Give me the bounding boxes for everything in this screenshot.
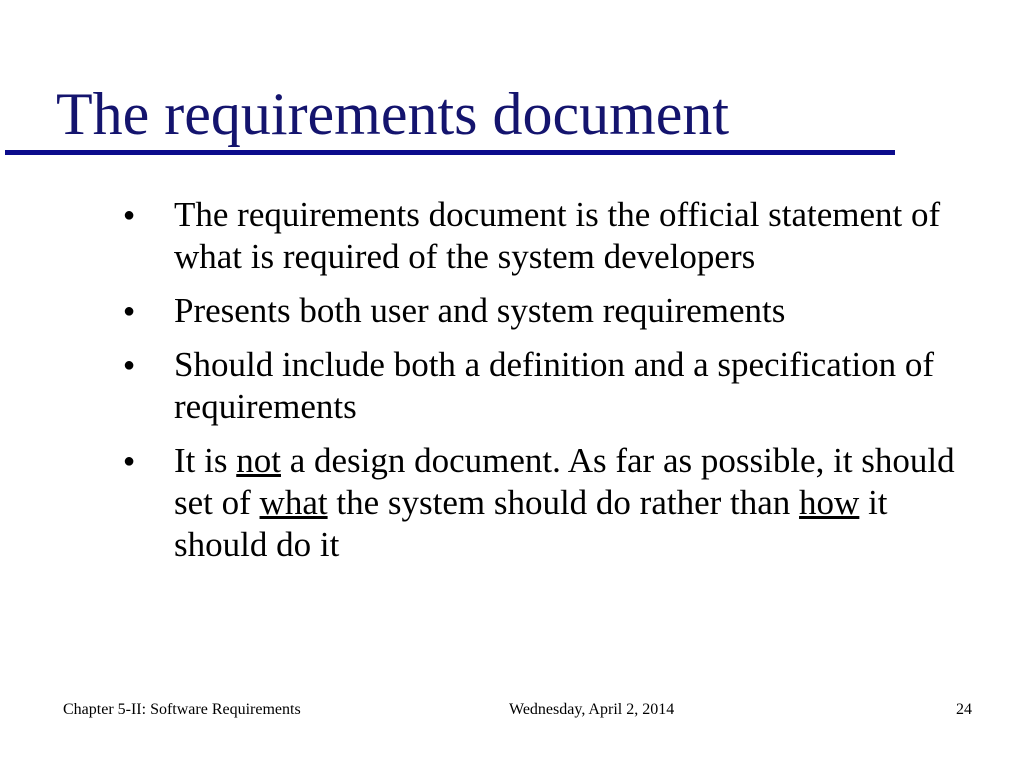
emphasis-underlined-text: what — [259, 483, 328, 522]
footer-chapter: Chapter 5-II: Software Requirements — [63, 701, 301, 718]
bullet-item — [120, 344, 970, 428]
slide-title: The requirements document — [56, 81, 730, 147]
footer-date: Wednesday, April 2, 2014 — [509, 701, 675, 718]
bullet-text-segment: The requirements document is the official statement of what is required of the system developers — [174, 195, 941, 276]
bullet-text-segment: the system should do rather than — [327, 483, 800, 522]
bullet-list — [120, 194, 970, 578]
footer-page-number: 24 — [956, 701, 972, 718]
bullet-text-segment: Presents both user and system requirements — [174, 291, 786, 330]
emphasis-underlined-text: not — [236, 441, 281, 480]
title-underline-rule — [5, 150, 895, 155]
bullet-text — [174, 440, 970, 566]
bullet-item — [120, 440, 970, 566]
bullet-item — [120, 290, 970, 332]
bullet-text — [174, 194, 970, 278]
bullet-item — [120, 194, 970, 278]
bullet-dot-icon: ● — [123, 204, 136, 226]
emphasis-underlined-text: how — [799, 483, 860, 522]
bullet-text — [174, 344, 970, 428]
bullet-text-segment: It is — [174, 441, 237, 480]
bullet-dot-icon: ● — [123, 300, 136, 322]
bullet-text-segment: Should include both a definition and a specification of requirements — [174, 345, 935, 426]
bullet-dot-icon: ● — [123, 450, 136, 472]
bullet-text-segment: it should do it — [174, 483, 888, 564]
bullet-dot-icon: ● — [123, 354, 136, 376]
bullet-text-segment: a design document. As far as possible, it should set of — [174, 441, 955, 522]
bullet-text — [174, 290, 970, 332]
